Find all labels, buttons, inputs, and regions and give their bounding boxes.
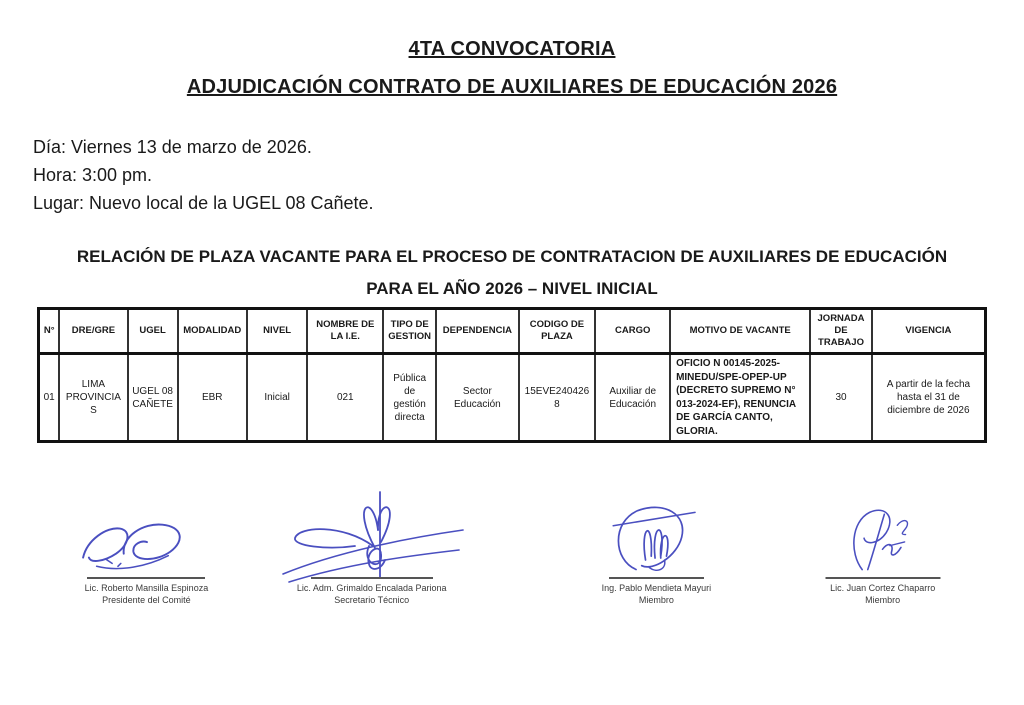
signature-scribble-icon bbox=[277, 490, 467, 585]
event-details bbox=[33, 133, 374, 217]
event-time-line: Hora: 3:00 pm. bbox=[33, 165, 153, 185]
header-cell-dependencia: DEPENDENCIA bbox=[436, 309, 518, 354]
document-title bbox=[0, 30, 1024, 106]
header-cell-codigo-plaza: CODIGO DE PLAZA bbox=[519, 309, 596, 354]
signature-line bbox=[609, 577, 704, 579]
cell-ugel: UGEL 08 CAÑETE bbox=[128, 354, 178, 442]
cell-modalidad: EBR bbox=[178, 354, 247, 442]
cell-cargo: Auxiliar de Educación bbox=[595, 354, 670, 442]
vacancy-table-container bbox=[37, 307, 987, 443]
signature-name: Lic. Juan Cortez Chaparro bbox=[830, 583, 936, 593]
header-cell-vigencia: VIGENCIA bbox=[872, 309, 986, 354]
cell-dependencia: Sector Educación bbox=[436, 354, 518, 442]
header-cell-motivo-vacante: MOTIVO DE VACANTE bbox=[670, 309, 810, 354]
signature-block-miembro-1 bbox=[601, 501, 711, 606]
cell-codigo-plaza: 15EVE2404268 bbox=[519, 354, 596, 442]
signatures-section bbox=[0, 468, 1024, 606]
signature-line bbox=[311, 577, 433, 579]
header-cell-numero: N° bbox=[39, 309, 60, 354]
section-heading bbox=[20, 241, 1004, 305]
signature-block-secretario bbox=[277, 490, 467, 606]
header-cell-ugel: UGEL bbox=[128, 309, 178, 354]
signature-scribble-icon bbox=[71, 515, 221, 575]
section-heading-line-1: RELACIÓN DE PLAZA VACANTE PARA EL PROCESO DE CONTRATACION DE AUXILIARES DE EDUCACIÓN bbox=[76, 247, 948, 266]
cell-jornada-trabajo: 30 bbox=[810, 354, 872, 442]
signature-role: Secretario Técnico bbox=[334, 595, 410, 605]
header-cell-modalidad: MODALIDAD bbox=[178, 309, 247, 354]
header-cell-tipo-gestion: TIPO DE GESTION bbox=[383, 309, 436, 354]
signature-role: Miembro bbox=[865, 595, 901, 605]
section-heading-line-2: PARA EL AÑO 2026 – NIVEL INICIAL bbox=[366, 279, 658, 298]
table-row bbox=[39, 354, 986, 442]
header-cell-cargo: CARGO bbox=[595, 309, 670, 354]
cell-nivel: Inicial bbox=[247, 354, 308, 442]
cell-vigencia: A partir de la fecha hasta el 31 de diciembre de 2026 bbox=[872, 354, 986, 442]
signature-name: Ing. Pablo Mendieta Mayuri bbox=[601, 583, 712, 593]
header-cell-dre-gre: DRE/GRE bbox=[59, 309, 127, 354]
signature-name: Lic. Roberto Mansilla Espinoza bbox=[84, 583, 209, 593]
cell-numero: 01 bbox=[39, 354, 60, 442]
signature-scribble-icon bbox=[601, 501, 711, 579]
signature-block-miembro-2 bbox=[825, 505, 940, 606]
signature-role: Miembro bbox=[638, 595, 674, 605]
title-line-1: 4TA CONVOCATORIA bbox=[408, 38, 616, 60]
event-day-line: Día: Viernes 13 de marzo de 2026. bbox=[33, 137, 312, 157]
vacancy-table bbox=[37, 307, 987, 443]
cell-dre-gre: LIMA PROVINCIAS bbox=[59, 354, 127, 442]
signature-scribble-icon bbox=[833, 505, 933, 577]
title-line-2: ADJUDICACIÓN CONTRATO DE AUXILIARES DE EDUCACIÓN 2026 bbox=[186, 76, 838, 98]
header-cell-nombre-ie: NOMBRE DE LA I.E. bbox=[307, 309, 383, 354]
event-place-line: Lugar: Nuevo local de la UGEL 08 Cañete. bbox=[33, 193, 374, 213]
cell-motivo-vacante: OFICIO N 00145-2025-MINEDU/SPE-OPEP-UP (DECRETO SUPREMO N° 013-2024-EF), RENUNCIA DE GARCÍA CANTO, GLORIA. bbox=[670, 354, 810, 442]
cell-nombre-ie: 021 bbox=[307, 354, 383, 442]
signature-block-presidente bbox=[71, 515, 221, 606]
header-cell-jornada-trabajo: JORNADA DE TRABAJO bbox=[810, 309, 872, 354]
signature-role: Presidente del Comité bbox=[102, 595, 191, 605]
table-header-row bbox=[39, 309, 986, 354]
signature-line bbox=[825, 577, 940, 579]
signature-name: Lic. Adm. Grimaldo Encalada Pariona bbox=[296, 583, 447, 593]
header-cell-nivel: NIVEL bbox=[247, 309, 308, 354]
signature-line bbox=[87, 577, 205, 579]
cell-tipo-gestion: Pública de gestión directa bbox=[383, 354, 436, 442]
